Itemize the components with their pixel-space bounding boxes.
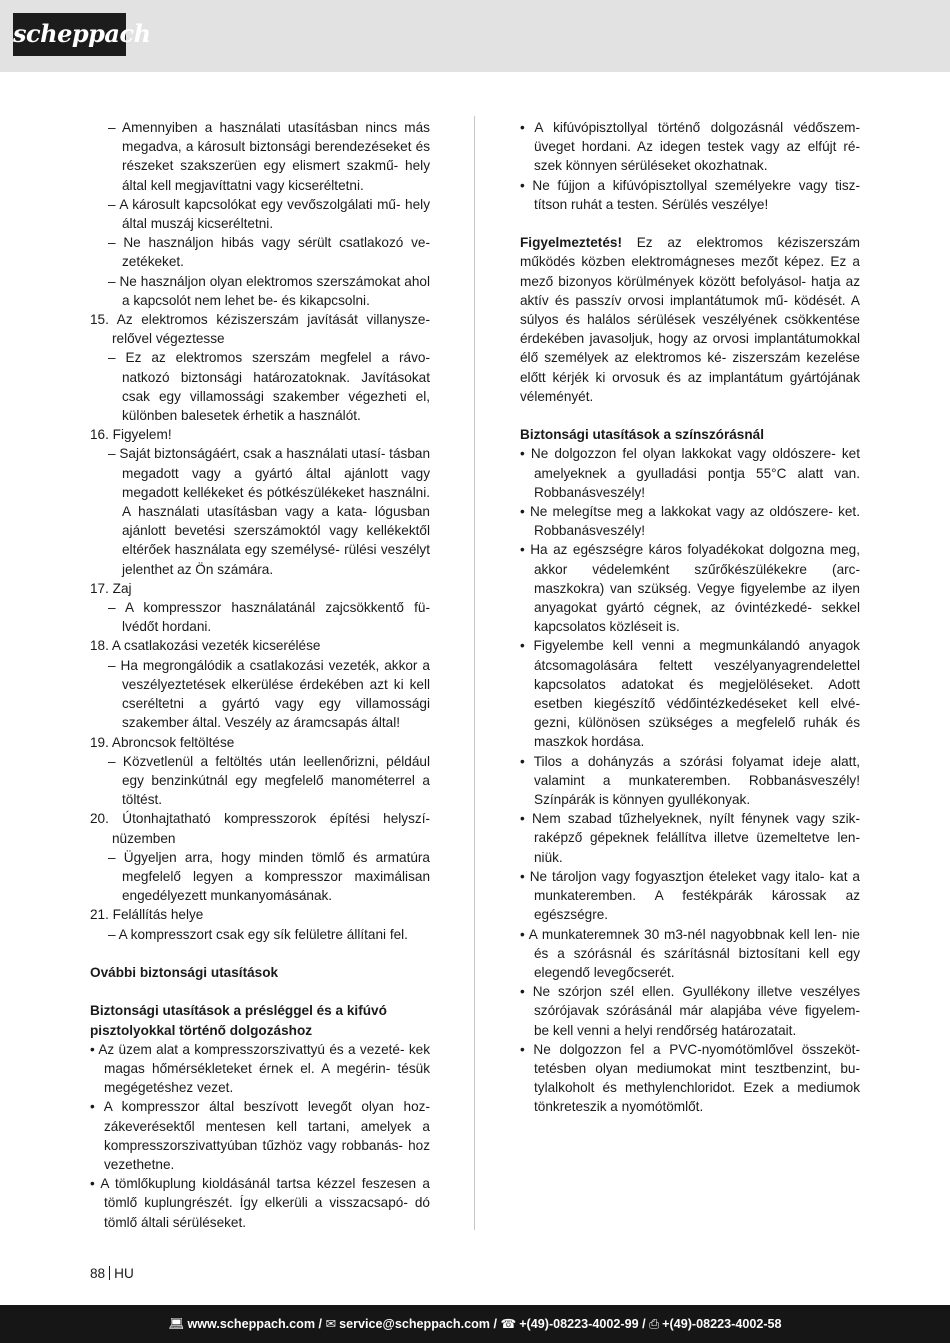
email-link[interactable]: service@scheppach.com / [339,1317,498,1331]
dash-item [90,656,430,733]
bullet-item [520,752,860,810]
left-column [90,118,430,1232]
dash-marker: – [108,753,123,769]
dash-item [90,233,430,271]
dash-marker: – [108,849,124,865]
item-text: Tilos a dohányzás a szórási folyamat ideje alatt, valamint a munkateremben. Robbanásveszély! Színpárák is könnyen gyullékonyak. [533,753,860,808]
item-text: A munkateremnek 30 m3-nél nagyobbnak kell len- nie és a szórásnál és szárításnál biztosítani kell egy elegendő levegőcserét. [528,926,860,980]
section-heading: Ovábbi biztonsági utasítások [90,964,279,980]
bullet-marker: • [90,1041,99,1057]
item-text: A kifúvópisztollyal történő dolgozásnál védőszem- üveget hordani. Az idegen testek vagy az elfújt ré- szek könnyen sérüléseket okozhatnak. [534,120,860,174]
item-text: A tömlőkuplung kioldásánál tartsa kézzel feszesen a tömlő kuplungrészét. Így elkerüli a visszacsapó- dó tömlő általi sérüléseket. [100,1176,430,1230]
bullet-item [520,444,860,502]
dash-marker: – [108,657,121,673]
bullet-item [90,1097,430,1174]
item-text: Ne szórjon szél ellen. Gyullékony illetve veszélyes szórójavak szórásánál már alapjába véve figyelem- be kell venni a helyi rendőrség határozatait. [532,984,860,1038]
item-text: A károsult kapcsolókat egy vevőszolgálati mű- hely által muszáj kicseréltetni. [119,196,430,232]
dash-item [90,925,430,944]
item-text: Ha az egészségre káros folyadékokat dolgozna meg, akkor védelemként szűrőkészülékekre (arc- maszkokra) van szükség. Vegye figyelembe az ilyen anyagokat gyártó cégnek, az óvintézkedé- sekkel kapcsolatos közléseit is. [530,542,860,635]
bullet-marker: • [520,811,532,827]
bullet-marker: • [520,926,529,942]
numbered-item [90,905,430,924]
item-text: 21. Felállítás helye [90,907,204,923]
bullet-item [520,540,860,636]
item-text: Ne használjon hibás vagy sérült csatlakozó ve- zetékeket. [122,235,430,270]
dash-item [90,444,430,578]
item-text: Közvetlenül a feltöltés után leellenőrizni, például egy benzinkútnál egy megfelelő manométerrel a töltést. [122,753,430,808]
warning-paragraph [520,233,860,406]
warning-label: Figyelmeztetés! [520,235,622,251]
item-text: 18. A csatlakozási vezeték kicserélése [90,638,321,654]
item-text: Ez az elektromos szerszám megfelel a rávo- natkozó biztonsági határozatoknak. Javításokat csak egy villamossági szakember végezheti el, különben balesetek érhetik a használót. [122,350,430,424]
bullet-marker: • [520,638,534,654]
bullet-marker: • [520,504,530,520]
warning-text: Ez az elektromos kéziszerszám működés közben elektromágneses mezőt képez. Ez a mező bizonyos körülmények között befolyásol- hatja az aktív és passzív orvosi implantátumok mű- ködését. A súlyos és halálos sérülések veszélyének csökkentése érdekében javasoljuk, hogy az orvosi implantátumokkal élő személyek az elektromos ké- ziszerszám kezelése előtt kérjék ki orvosuk és az implantátum gyártójának véleményét. [520,235,860,404]
bullet-item [90,1040,430,1098]
bullet-item [520,925,860,983]
item-text: Amennyiben a használati utasításban nincs más megadva, a károsult biztonsági berendezéseket és részeket szakszerüen egy elismert szakmű- hely által kell megjavíttatni vagy kicseréltetni. [122,120,430,193]
right-column [520,118,860,1117]
bullet-marker: • [520,753,534,769]
numbered-item [90,809,430,847]
mail-icon: ✉︎ [325,1317,337,1331]
dash-item [90,118,430,195]
item-text: A kompresszort csak egy sík felületre állítani fel. [118,926,408,942]
phone-icon: ☎︎ [500,1317,517,1331]
dash-item [90,195,430,233]
page-footer [90,1265,134,1283]
item-text: Ne tároljon vagy fogyasztjon ételeket vagy italo- kat a munkateremben. A festékpárák károssak az egészségre. [529,868,860,923]
item-text: Ne fújjon a kifúvópisztollyal személyekre vagy tisz- títson ruhát a testen. Sérülés veszélye! [532,177,861,212]
bullet-item [520,809,860,867]
item-text: A kompresszor használatánál zajcsökkentő fü- lvédőt hordani. [122,600,430,635]
item-text: Ha megrongálódik a csatlakozási vezeték, akkor a veszélyeztetések elkerülése érdekében azt ki kell cseréltetni a gyártó vagy egy villamossági szakember által. Veszély az áramcsapás által! [120,657,430,731]
item-text: Saját biztonságáért, csak a használati utasí- tásban megadott vagy a gyártó által ajánlott vagy megadott kellékeket és pótkészülékeket használni. A használati utasításban vagy a kata- lógusban ajánlott bevetési szerszámoktól vagy kellékektől eltérőek használata egy személysé- rülési veszélyt jelenthet az Ön számára. [119,446,430,577]
bullet-marker: • [520,1041,534,1057]
bullet-marker: • [520,542,531,558]
dash-marker: – [108,600,125,616]
computer-icon: 💻︎ [168,1317,185,1331]
dash-item [90,848,430,906]
item-text: 15. Az elektromos kéziszerszám javítását villanysze- relővel végeztesse [90,312,430,347]
item-text: 19. Abroncsok feltöltése [90,734,235,750]
item-text: Az üzem alat a kompresszorszivattyú és a vezeté- kek magas hőmérsékleteket érnek el. A megérin- tésük megégetéshez vezet. [98,1041,430,1096]
fax-number: +(49)-08223-4002-58 [662,1317,782,1331]
phone-number: +(49)-08223-4002-99 / [519,1317,646,1331]
dash-item [90,272,430,310]
dash-marker: – [108,120,122,135]
spacer [90,944,430,963]
page-number: 88 [90,1266,106,1281]
bullet-item [520,636,860,751]
dash-marker: – [108,446,120,462]
item-text: Ne dolgozzon fel a PVC-nyomótömlővel összeköt- tetésben olyan mediumokat mint tesztbenzint, bu- tylalkoholt és methylenchloridot. Ezek a mediumok tönkreteszik a nyomótömlőt. [533,1041,860,1115]
bullet-item [520,176,860,214]
bullet-item [520,982,860,1040]
item-text: Ne melegítse meg a lakkokat vagy az oldószere- ket. Robbanásveszély! [529,504,860,539]
dash-item [90,752,430,810]
numbered-item [90,579,430,598]
bullet-marker: • [520,868,530,884]
brand-logo: scheppach [13,13,126,56]
contact-bar [0,1305,950,1343]
bullet-marker: • [520,177,533,193]
fax-icon: ⎙ [649,1317,660,1331]
spacer [520,406,860,425]
dash-item [90,348,430,425]
numbered-item [90,733,430,752]
item-text: Ne használjon olyan elektromos szerszámokat ahol a kapcsolót nem lehet be- és kikapcsolni. [119,273,430,308]
bullet-marker: • [520,446,531,462]
dash-marker: – [108,235,124,251]
numbered-item [90,636,430,655]
bullet-item [520,867,860,925]
item-text: 20. Útonhajtatható kompresszorok építési helyszí- nüzemben [90,811,430,846]
dash-marker: – [108,273,120,289]
numbered-item [90,425,430,444]
dash-marker: – [108,926,119,942]
spacer [520,214,860,233]
bullet-item [520,1040,860,1117]
section-heading: Biztonsági utasítások a présléggel és a kifúvó pisztolyokkal történő dolgozáshoz [90,1003,387,1038]
item-text: Figyelembe kell venni a megmunkálandó anyagok átcsomagolására feltett veszélyanyagrendelettel kapcsolatos adatokat és megjelöléseket. Adott esetben kiegészítő védőintézkedéseket kell elvé- gezni, különösen szükséges a megfelelő ruhák és maszkok hordása. [533,638,860,750]
dash-marker: – [108,350,126,366]
item-text: Ne dolgozzon fel olyan lakkokat vagy oldószere- ket amelyeknek a gyulladási pontja 55°C alatt van. Robbanásveszély! [530,446,860,500]
dash-item [90,598,430,636]
item-text: Ügyeljen arra, hogy minden tömlő és armatúra megfelelő legyen a kompresszor maximálisan engedélyezett munkanyomásának. [122,849,430,904]
section-heading: Biztonsági utasítások a színszórásnál [520,427,765,443]
item-text: 16. Figyelem! [90,427,172,443]
bullet-marker: • [90,1099,104,1115]
column-divider [474,116,475,1230]
bullet-marker: • [520,120,535,135]
page-language: HU [114,1266,134,1281]
bullet-marker: • [90,1176,101,1192]
header-bar [0,0,950,72]
footer-separator [109,1266,110,1280]
item-text: 17. Zaj [90,580,132,596]
bullet-item [90,1174,430,1232]
bullet-marker: • [520,984,533,1000]
dash-marker: – [108,196,120,212]
bullet-item [520,118,860,176]
numbered-item [90,310,430,348]
bullet-item [520,502,860,540]
item-text: A kompresszor által beszívott levegőt olyan hoz- zákeverésektől mentesen kell tartani, amelyek a kompresszorszivattyúban tűzhöz vagy robbanás- hoz vezethetne. [103,1099,430,1172]
website-link[interactable]: www.scheppach.com / [187,1317,323,1331]
item-text: Nem szabad tűzhelyeknek, nyílt fénynek vagy szik- raképző gépeknek felállítva illetve üzemeltetve len- niük. [531,811,860,865]
spacer [90,982,430,1001]
